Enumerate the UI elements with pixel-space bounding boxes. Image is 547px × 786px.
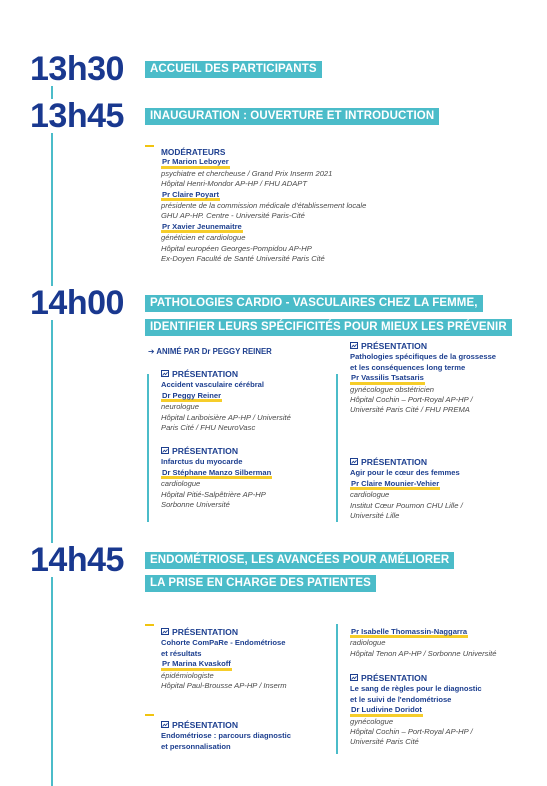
speaker-role: neurologue [161,402,200,412]
moderator-name: Pr Claire Poyart [161,190,220,201]
moderated-by: ➔ ANIMÉ PAR Dr PEGGY REINER [148,347,272,356]
speaker-name: Dr Ludivine Doridot [350,705,423,716]
banner-cardio-line2: IDENTIFIER LEURS SPÉCIFICITÉS POUR MIEUX LES PRÉVENIR [145,319,512,336]
talk-title: et personnalisation [161,741,231,751]
talk-title: Infarctus du myocarde [161,457,243,467]
speaker-name: Pr Marina Kvaskoff [161,659,232,670]
accent-bar [145,624,154,626]
accent-bar [145,714,154,716]
time-14h45: 14h45 [30,541,124,579]
cardio-left-pres-2 [161,446,331,510]
speaker-inst: Hôpital Cochin – Port-Royal AP-HP / [350,395,473,405]
column-line [147,374,149,522]
moderator-inst: Hôpital Henri-Mondor AP-HP / FHU ADAPT [161,179,308,189]
banner-endo-line2: LA PRISE EN CHARGE DES PATIENTES [145,575,376,592]
speaker-inst: Hôpital Cochin – Port-Royal AP-HP / [350,727,473,737]
moderator-inst: GHU AP-HP. Centre - Université Paris-Cité [161,211,305,221]
presentation-icon [350,342,358,350]
speaker-inst: Hôpital Paul-Brousse AP-HP / Inserm [161,681,287,691]
moderator-inst: Hôpital européen Georges-Pompidou AP-HP [161,243,312,253]
time-13h30: 13h30 [30,50,124,88]
speaker-inst: Université Lille [350,511,400,521]
speaker-name: Pr Vassilis Tsatsaris [350,373,425,384]
accent-bar [145,145,154,147]
speaker-name: Dr Peggy Reiner [161,391,222,402]
time-13h45: 13h45 [30,97,124,135]
talk-title: et le suivi de l'endométriose [350,694,452,704]
column-line [336,374,338,522]
presentation-icon [161,447,169,455]
endo-right-pres-1 [350,673,540,748]
speaker-role: épidémiologiste [161,670,214,680]
endo-left-pres-2 [161,720,336,752]
endo-left-pres-1 [161,627,336,691]
cardio-right-pres-1 [350,341,535,416]
speaker-name: Pr Claire Mounier-Vehier [350,479,440,490]
banner-inauguration: INAUGURATION : OUVERTURE ET INTRODUCTION [145,108,439,125]
speaker-name: Dr Stéphane Manzo Silberman [161,468,272,479]
presentation-label: PRÉSENTATION [361,673,428,683]
speaker-inst: Hôpital Lariboisière AP-HP / Université [161,412,291,422]
presentation-icon [350,674,358,682]
speaker-inst: Institut Cœur Poumon CHU Lille / [350,500,463,510]
speaker-role: gynécologue obstétricien [350,384,435,394]
talk-title: Pathologies spécifiques de la grossesse [350,352,497,362]
presentation-label: PRÉSENTATION [361,341,428,351]
speaker-role: gynécologue [350,716,394,726]
speaker-name: Pr Isabelle Thomassin-Naggarra [350,627,468,638]
moderators-label: MODÉRATEURS [161,147,226,157]
moderator-role: psychiatre et chercheuse / Grand Prix Inserm 2021 [161,168,333,178]
moderator-inst: Ex-Doyen Faculté de Santé Université Paris Cité [161,254,325,264]
endo-right-speaker [350,627,540,659]
moderator-role: présidente de la commission médicale d'établissement locale [161,201,367,211]
presentation-icon [350,458,358,466]
talk-title: Endométriose : parcours diagnostic [161,731,291,741]
banner-accueil: ACCUEIL DES PARTICIPANTS [145,61,322,78]
speaker-role: radiologue [350,638,386,648]
column-line [336,624,338,754]
presentation-icon [161,370,169,378]
cardio-right-pres-2 [350,457,535,521]
speaker-inst: Université Paris Cité / FHU PREMA [350,405,470,415]
time-14h00: 14h00 [30,284,124,322]
speaker-inst: Université Paris Cité [350,737,419,747]
talk-title: Accident vasculaire cérébral [161,380,264,390]
speaker-inst: Paris Cité / FHU NeuroVasc [161,423,256,433]
talk-title: et résultats [161,648,202,658]
moderator-role: généticien et cardiologue [161,233,246,243]
speaker-inst: Hôpital Pitié-Salpêtrière AP-HP [161,489,266,499]
banner-endo-line1: ENDOMÉTRIOSE, LES AVANCÉES POUR AMÉLIORER [145,552,454,569]
speaker-role: cardiologue [350,490,390,500]
moderator-name: Pr Xavier Jeunemaitre [161,222,243,233]
presentation-label: PRÉSENTATION [172,369,239,379]
talk-title: Agir pour le cœur des femmes [350,468,460,478]
talk-title: Cohorte ComPaRe - Endométriose [161,638,286,648]
timeline-line [51,80,53,786]
presentation-label: PRÉSENTATION [361,457,428,467]
cardio-left-pres-1 [161,369,331,433]
presentation-icon [161,628,169,636]
banner-cardio-line1: PATHOLOGIES CARDIO - VASCULAIRES CHEZ LA FEMME, [145,295,483,312]
moderators-block [161,147,441,264]
moderator-name: Pr Marion Leboyer [161,157,230,168]
presentation-label: PRÉSENTATION [172,627,239,637]
presentation-label: PRÉSENTATION [172,446,239,456]
speaker-inst: Hôpital Tenon AP-HP / Sorbonne Université [350,648,497,658]
speaker-inst: Sorbonne Université [161,500,230,510]
presentation-icon [161,721,169,729]
speaker-role: cardiologue [161,479,201,489]
presentation-label: PRÉSENTATION [172,720,239,730]
talk-title: et les conséquences long terme [350,362,466,372]
talk-title: Le sang de règles pour le diagnostic [350,684,482,694]
